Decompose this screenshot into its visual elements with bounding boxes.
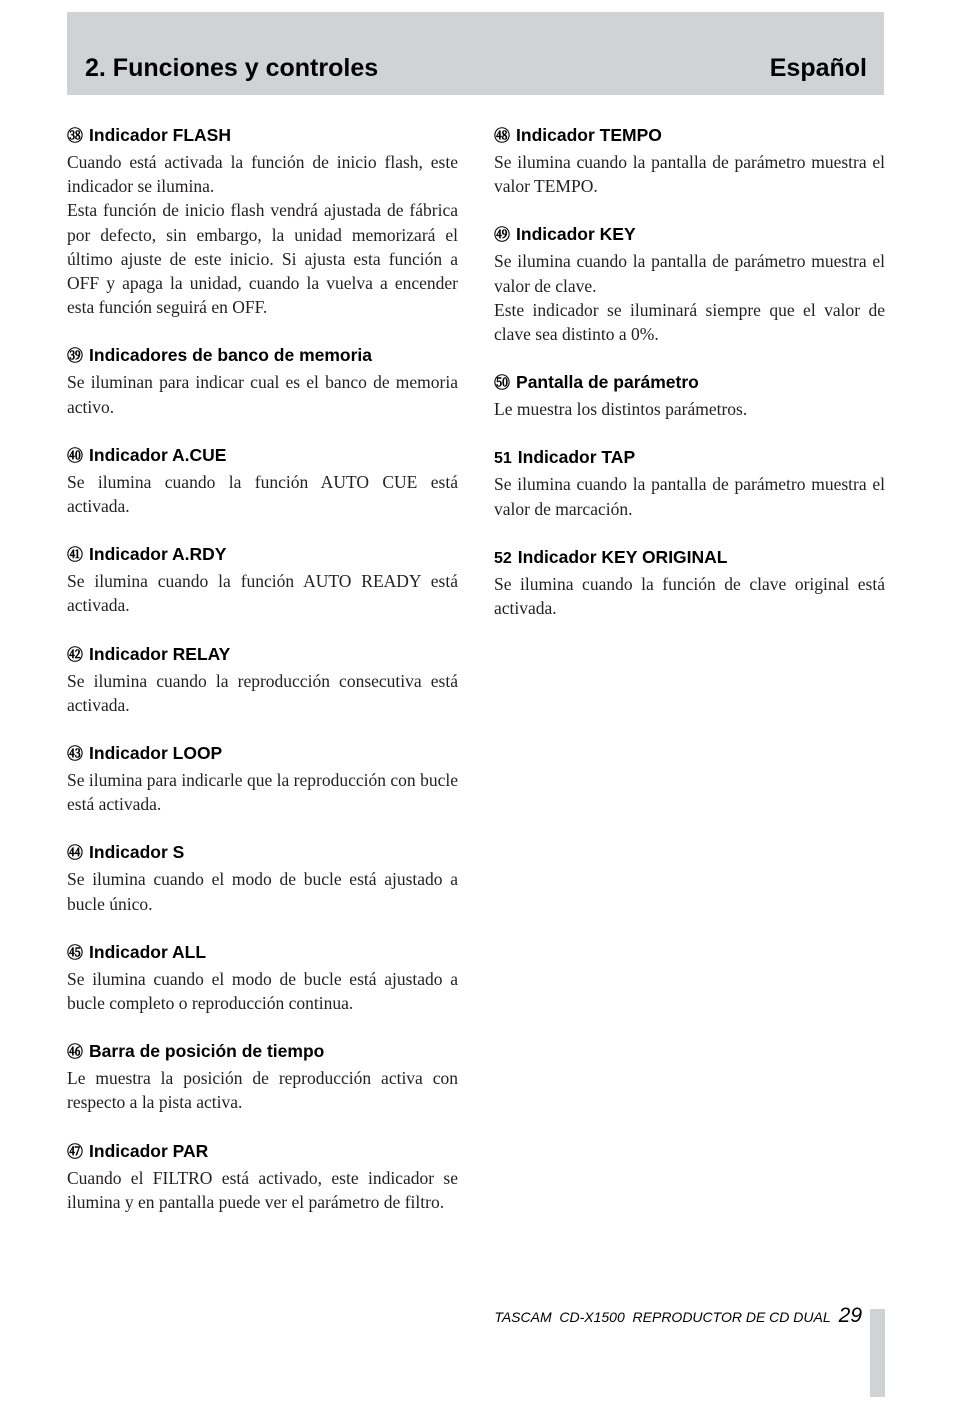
- item-title: Indicador ALL: [89, 941, 207, 962]
- item-number: 52: [494, 549, 512, 567]
- item-description: Se ilumina para indicarle que la reproducción con bucle está activada.: [67, 770, 458, 815]
- indicator-item: [67, 122, 458, 319]
- item-title: Indicador A.CUE: [89, 444, 227, 465]
- item-title: Barra de posición de tiempo: [89, 1041, 325, 1062]
- item-description: Se ilumina cuando la reproducción consecutiva está activada.: [67, 670, 458, 715]
- item-heading: [67, 541, 458, 569]
- item-heading: [494, 544, 885, 572]
- product-name: TASCAM CD-X1500 REPRODUCTOR DE CD DUAL: [494, 1309, 831, 1325]
- item-heading: [67, 342, 458, 370]
- item-description: Cuando está activada la función de inicio flash, este indicador se ilumina.: [67, 152, 458, 197]
- item-number: ㊺: [67, 944, 84, 962]
- item-number: ㊾: [494, 227, 511, 245]
- item-title: Indicador RELAY: [89, 643, 231, 664]
- item-heading: [67, 939, 458, 967]
- right-column: [494, 122, 885, 643]
- item-number: ㊿: [494, 375, 511, 393]
- indicator-item: [67, 641, 458, 717]
- item-heading: [494, 122, 885, 150]
- item-heading: [67, 839, 458, 867]
- indicator-item: [67, 1138, 458, 1214]
- item-description: Le muestra los distintos parámetros.: [494, 399, 748, 420]
- item-number: ㊶: [67, 547, 84, 565]
- item-number: ㊸: [67, 746, 84, 764]
- item-title: Indicador LOOP: [89, 743, 223, 764]
- item-title: Indicador S: [89, 842, 185, 863]
- language-label: Español: [769, 54, 867, 82]
- indicator-item: [494, 221, 885, 346]
- item-heading: [67, 1038, 458, 1066]
- item-description: Se ilumina cuando la función de clave original está activada.: [494, 573, 885, 619]
- item-heading: [494, 444, 885, 472]
- item-number: ㊷: [67, 646, 84, 664]
- page-header: [67, 12, 884, 95]
- indicator-item: [494, 544, 885, 620]
- page-number: 29: [838, 1304, 862, 1327]
- item-title: Indicador PAR: [89, 1140, 209, 1161]
- page-footer: [470, 1304, 862, 1328]
- item-number: ㊼: [67, 1143, 84, 1161]
- item-title: Indicador A.RDY: [89, 544, 227, 565]
- item-number: ㊹: [67, 845, 84, 863]
- section-title: 2. Funciones y controles: [85, 54, 379, 82]
- indicator-item: [67, 342, 458, 418]
- item-description: Se ilumina cuando la función AUTO CUE está activada.: [67, 471, 458, 517]
- item-heading: [494, 369, 885, 397]
- item-description: Le muestra la posición de reproducción activa con respecto a la pista activa.: [67, 1068, 458, 1113]
- item-number: ㊻: [67, 1044, 84, 1062]
- item-description: Se iluminan para indicar cual es el banco de memoria activo.: [67, 372, 458, 417]
- item-title: Indicador TAP: [517, 447, 636, 468]
- item-description: Esta función de inicio flash vendrá ajustada de fábrica por defecto, sin embargo, la unidad memorizará el último ajuste de este inicio. Si ajusta esta función a OFF y apaga la unidad, cuando la vuelva a encender esta función seguirá en OFF.: [67, 200, 458, 318]
- item-title: Indicador FLASH: [89, 125, 231, 145]
- item-description: Cuando el FILTRO está activado, este indicador se ilumina y en pantalla puede ver el parámetro de filtro.: [67, 1167, 458, 1212]
- item-title: Indicador KEY: [516, 224, 636, 245]
- indicator-item: [67, 839, 458, 915]
- item-number: ㊳: [67, 128, 84, 145]
- item-number: ㊵: [67, 447, 84, 465]
- indicator-item: [67, 541, 458, 617]
- indicator-item: [67, 939, 458, 1015]
- left-column: [67, 122, 458, 1237]
- item-title: Indicadores de banco de memoria: [89, 345, 373, 366]
- indicator-item: [67, 1038, 458, 1114]
- item-number: ㊽: [494, 128, 511, 145]
- item-description: Se ilumina cuando la función AUTO READY está activada.: [67, 571, 458, 616]
- item-number: 51: [494, 450, 512, 468]
- item-description: Este indicador se iluminará siempre que el valor de clave sea distinto a 0%.: [494, 299, 885, 345]
- item-title: Pantalla de parámetro: [516, 372, 699, 393]
- item-heading: [67, 122, 458, 150]
- item-title: Indicador TEMPO: [516, 125, 662, 145]
- indicator-item: [494, 444, 885, 520]
- page-edge-bar: [870, 1309, 885, 1397]
- item-description: Se ilumina cuando el modo de bucle está ajustado a bucle único.: [67, 869, 458, 914]
- item-number: ㊴: [67, 348, 84, 366]
- indicator-item: [67, 740, 458, 816]
- item-heading: [67, 641, 458, 669]
- item-title: Indicador KEY ORIGINAL: [517, 546, 728, 567]
- item-description: Se ilumina cuando el modo de bucle está ajustado a bucle completo o reproducción continua.: [67, 968, 458, 1014]
- item-heading: [67, 1138, 458, 1166]
- item-description: Se ilumina cuando la pantalla de parámetro muestra el valor TEMPO.: [494, 152, 885, 197]
- indicator-item: [67, 442, 458, 518]
- item-description: Se ilumina cuando la pantalla de parámetro muestra el valor de clave.: [494, 251, 885, 296]
- item-heading: [67, 740, 458, 768]
- indicator-item: [494, 369, 885, 421]
- item-description: Se ilumina cuando la pantalla de parámetro muestra el valor de marcación.: [494, 474, 885, 519]
- item-heading: [494, 221, 885, 249]
- indicator-item: [494, 122, 885, 198]
- item-heading: [67, 442, 458, 470]
